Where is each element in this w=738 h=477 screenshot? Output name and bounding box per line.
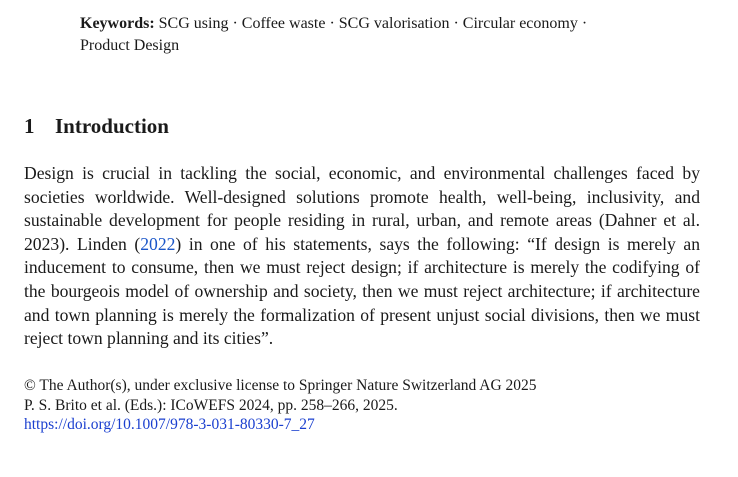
paragraph-text-start: Design is crucial in tackling the social, economic, and environmental challenges faced by societies worldwide. Well-designed solutions promote health, well-being, inclusivity, and sustainable development for people residing in rural, urban, and remote areas (Dahner et al. 2023). Linden ( [24, 163, 700, 254]
keywords-list-continued: Product Design [80, 37, 180, 54]
footer-block [24, 376, 624, 435]
keywords-block [80, 13, 680, 57]
paragraph-text-end: ) in one of his statements, says the following: “If design is merely an inducement to consume, then we must reject design; if architecture is merely the codifying of the bourgeois model of ownership and society, then we must reject architecture; if architecture and town planning is merely the formalization of present unjust social divisions, then we must reject town planning and its cities”. [24, 233, 701, 349]
section-heading [24, 112, 169, 140]
keywords-list: SCG using · Coffee waste · SCG valorisation · Circular economy · [158, 15, 588, 32]
proceedings-citation: P. S. Brito et al. (Eds.): ICoWEFS 2024, pp. 258–266, 2025. [24, 396, 398, 414]
citation-link[interactable]: 2022 [140, 233, 176, 254]
section-title: Introduction [55, 114, 169, 138]
doi-link[interactable]: https://doi.org/10.1007/978-3-031-80330-7_27 [24, 416, 315, 433]
copyright-line: © The Author(s), under exclusive license to Springer Nature Switzerland AG 2025 [24, 377, 537, 394]
keywords-label: Keywords: [80, 15, 155, 32]
section-number: 1 [24, 114, 35, 138]
intro-paragraph [24, 162, 700, 351]
